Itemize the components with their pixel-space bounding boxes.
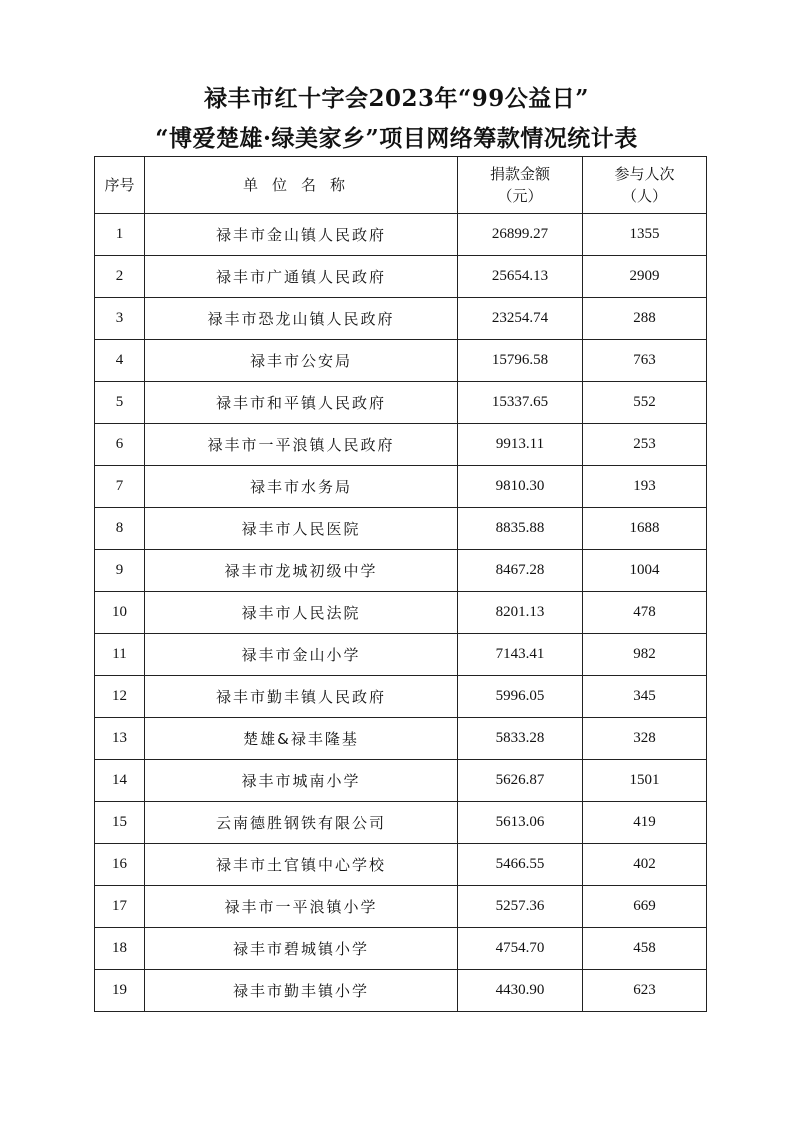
- cell-people: 1004: [583, 550, 707, 592]
- cell-unit-name: 禄丰市一平浪镇小学: [145, 886, 458, 928]
- cell-amount: 25654.13: [458, 256, 583, 298]
- cell-unit-name: 禄丰市广通镇人民政府: [145, 256, 458, 298]
- cell-seq: 1: [95, 214, 145, 256]
- cell-seq: 16: [95, 844, 145, 886]
- cell-seq: 12: [95, 676, 145, 718]
- cell-amount: 7143.41: [458, 634, 583, 676]
- table-row: [95, 466, 707, 508]
- cell-amount: 8467.28: [458, 550, 583, 592]
- cell-seq: 10: [95, 592, 145, 634]
- table-row: [95, 508, 707, 550]
- cell-unit-name: 禄丰市土官镇中心学校: [145, 844, 458, 886]
- cell-seq: 6: [95, 424, 145, 466]
- table-row: [95, 256, 707, 298]
- header-people-label: 参与人次: [614, 165, 675, 183]
- cell-seq: 18: [95, 928, 145, 970]
- header-amount-unit: （元）: [497, 187, 543, 205]
- cell-unit-name: 禄丰市水务局: [145, 466, 458, 508]
- cell-people: 669: [583, 886, 707, 928]
- table-row: [95, 340, 707, 382]
- header-people-unit: （人）: [621, 187, 667, 205]
- cell-amount: 4430.90: [458, 970, 583, 1012]
- table-row: [95, 760, 707, 802]
- cell-amount: 15796.58: [458, 340, 583, 382]
- cell-unit-name: 禄丰市恐龙山镇人民政府: [145, 298, 458, 340]
- cell-seq: 11: [95, 634, 145, 676]
- cell-amount: 9913.11: [458, 424, 583, 466]
- cell-people: 478: [583, 592, 707, 634]
- cell-amount: 4754.70: [458, 928, 583, 970]
- cell-unit-name: 禄丰市公安局: [145, 340, 458, 382]
- table-row: [95, 802, 707, 844]
- table-row: [95, 592, 707, 634]
- document-title-line-2: “博爱楚雄·绿美家乡”项目网络筹款情况统计表: [155, 125, 638, 152]
- cell-unit-name: 禄丰市一平浪镇人民政府: [145, 424, 458, 466]
- header-seq: 序号: [95, 157, 145, 214]
- cell-unit-name: 禄丰市人民医院: [145, 508, 458, 550]
- cell-amount: 15337.65: [458, 382, 583, 424]
- cell-unit-name: 禄丰市和平镇人民政府: [145, 382, 458, 424]
- header-amount-label: 捐款金额: [489, 165, 550, 183]
- cell-amount: 5626.87: [458, 760, 583, 802]
- cell-unit-name: 禄丰市城南小学: [145, 760, 458, 802]
- table-row: [95, 298, 707, 340]
- cell-people: 288: [583, 298, 707, 340]
- document-title-line-1: 禄丰市红十字会2023年“99公益日”: [204, 85, 589, 112]
- donation-statistics-table: [94, 156, 707, 1012]
- cell-unit-name: 禄丰市金山小学: [145, 634, 458, 676]
- cell-seq: 7: [95, 466, 145, 508]
- table-row: [95, 382, 707, 424]
- cell-unit-name: 楚雄&禄丰隆基: [145, 718, 458, 760]
- cell-people: 763: [583, 340, 707, 382]
- table-row: [95, 214, 707, 256]
- table-row: [95, 844, 707, 886]
- cell-amount: 5833.28: [458, 718, 583, 760]
- cell-seq: 5: [95, 382, 145, 424]
- table-row: [95, 886, 707, 928]
- cell-people: 1355: [583, 214, 707, 256]
- table-row: [95, 718, 707, 760]
- cell-seq: 2: [95, 256, 145, 298]
- table-header-row: [95, 157, 707, 214]
- cell-people: 345: [583, 676, 707, 718]
- cell-seq: 13: [95, 718, 145, 760]
- cell-people: 458: [583, 928, 707, 970]
- cell-unit-name: 禄丰市龙城初级中学: [145, 550, 458, 592]
- cell-people: 1688: [583, 508, 707, 550]
- table-row: [95, 634, 707, 676]
- cell-unit-name: 禄丰市勤丰镇小学: [145, 970, 458, 1012]
- cell-people: 2909: [583, 256, 707, 298]
- cell-unit-name: 禄丰市碧城镇小学: [145, 928, 458, 970]
- table-row: [95, 424, 707, 466]
- header-people: [583, 157, 707, 214]
- cell-people: 402: [583, 844, 707, 886]
- cell-seq: 4: [95, 340, 145, 382]
- cell-amount: 8835.88: [458, 508, 583, 550]
- cell-unit-name: 禄丰市人民法院: [145, 592, 458, 634]
- cell-seq: 17: [95, 886, 145, 928]
- cell-seq: 14: [95, 760, 145, 802]
- cell-people: 623: [583, 970, 707, 1012]
- cell-people: 552: [583, 382, 707, 424]
- table-row: [95, 676, 707, 718]
- cell-amount: 9810.30: [458, 466, 583, 508]
- cell-unit-name: 禄丰市勤丰镇人民政府: [145, 676, 458, 718]
- table-row: [95, 550, 707, 592]
- cell-seq: 19: [95, 970, 145, 1012]
- cell-people: 982: [583, 634, 707, 676]
- table-row: [95, 928, 707, 970]
- cell-amount: 23254.74: [458, 298, 583, 340]
- cell-seq: 3: [95, 298, 145, 340]
- table-body: [95, 214, 707, 1012]
- cell-people: 1501: [583, 760, 707, 802]
- cell-seq: 9: [95, 550, 145, 592]
- table-row: [95, 970, 707, 1012]
- cell-seq: 8: [95, 508, 145, 550]
- header-unit-name: 单位名称: [145, 157, 458, 214]
- cell-people: 419: [583, 802, 707, 844]
- cell-unit-name: 云南德胜钢铁有限公司: [145, 802, 458, 844]
- cell-amount: 8201.13: [458, 592, 583, 634]
- cell-people: 253: [583, 424, 707, 466]
- cell-people: 193: [583, 466, 707, 508]
- cell-people: 328: [583, 718, 707, 760]
- header-amount: [458, 157, 583, 214]
- cell-amount: 26899.27: [458, 214, 583, 256]
- cell-unit-name: 禄丰市金山镇人民政府: [145, 214, 458, 256]
- cell-amount: 5996.05: [458, 676, 583, 718]
- cell-amount: 5257.36: [458, 886, 583, 928]
- cell-amount: 5613.06: [458, 802, 583, 844]
- cell-seq: 15: [95, 802, 145, 844]
- cell-amount: 5466.55: [458, 844, 583, 886]
